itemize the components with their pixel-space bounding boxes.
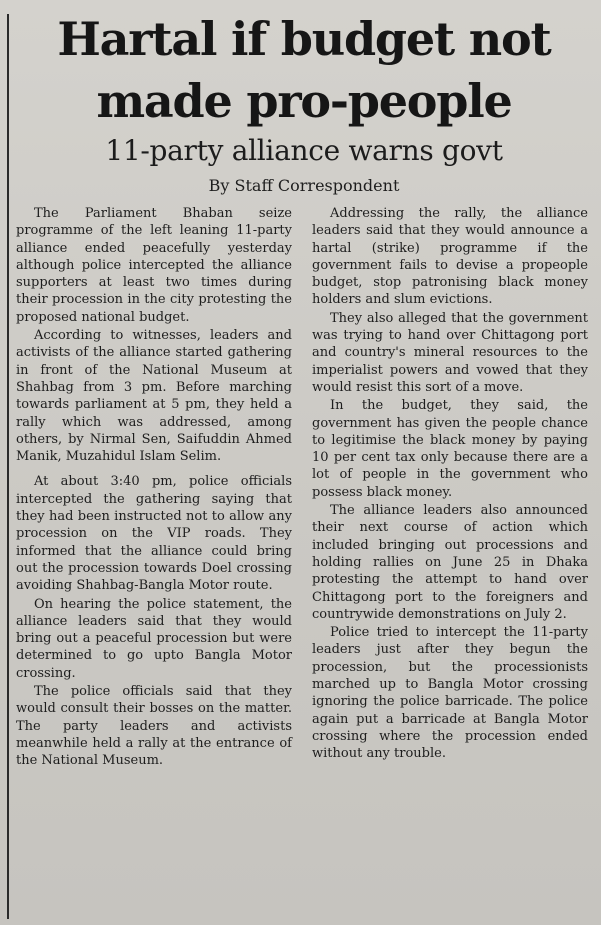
paragraph: The police officials said that they would consult their bosses on the matter. The party leaders and activists meanwhile held a rally at the entrance of the National Museum.: [16, 684, 292, 769]
paragraph: At about 3:40 pm, police officials intercepted the gathering saying that they had been instructed not to allow any procession on the VIP roads. They informed that the alliance could bring out the procession towards Doel crossing avoiding Shahbag-Bangla Motor route.: [16, 474, 292, 594]
paragraph: The Parliament Bhaban seize programme of the left leaning 11-party alliance ended peacefully yesterday although police intercepted the alliance supporters at least two times during their procession in the city protesting the proposed national budget.: [16, 206, 292, 325]
paragraph: According to witnesses, leaders and activists of the alliance started gathering in front of the National Museum at Shahbag from 3 pm. Before marching towards parliament at 5 pm, they held a rally which was addressed, among others, by Nirmal Sen, Saifuddin Ahmed Manik, Muzahidul Islam Selim.: [16, 328, 292, 465]
subheadline: 11-party alliance warns govt: [105, 134, 503, 167]
right-column: [312, 205, 588, 763]
byline: By Staff Correspondent: [208, 176, 400, 195]
paragraph: On hearing the police statement, the alliance leaders said that they would bring out a peaceful procession but were determined to go upto Bangla Motor crossing.: [16, 596, 292, 681]
paragraph: They also alleged that the government was trying to hand over Chittagong port and country's mineral resources to the imperialist powers and vowed that they would resist this sort of a move.: [312, 310, 588, 395]
paragraph: Addressing the rally, the alliance leaders said that they would announce a hartal (strike) programme if the government fails to devise a propeople budget, stop patronising black money holders and slum evictions.: [312, 206, 588, 308]
left-column: [16, 205, 292, 770]
paragraph: In the budget, they said, the government has given the people chance to legitimise the black money by paying 10 per cent tax only because there are a lot of people in the government who possess black money.: [312, 398, 588, 500]
headline-line-1: Hartal if budget not: [57, 12, 551, 66]
paragraph: The alliance leaders also announced their next course of action which included bringing out processions and holding rallies on June 25 in Dhaka protesting the attempt to hand over Chittagong port to the foreigners and countrywide demonstrations on July 2.: [312, 503, 588, 622]
headline-line-2: made pro-people: [96, 74, 512, 128]
column-rule: [7, 14, 9, 919]
paragraph: Police tried to intercept the 11-party leaders just after they begun the procession, but the processionists marched up to Bangla Motor crossing ignoring the police barricade. The police again put a barricade at Bangla Motor crossing where the procession ended without any trouble.: [312, 625, 588, 762]
